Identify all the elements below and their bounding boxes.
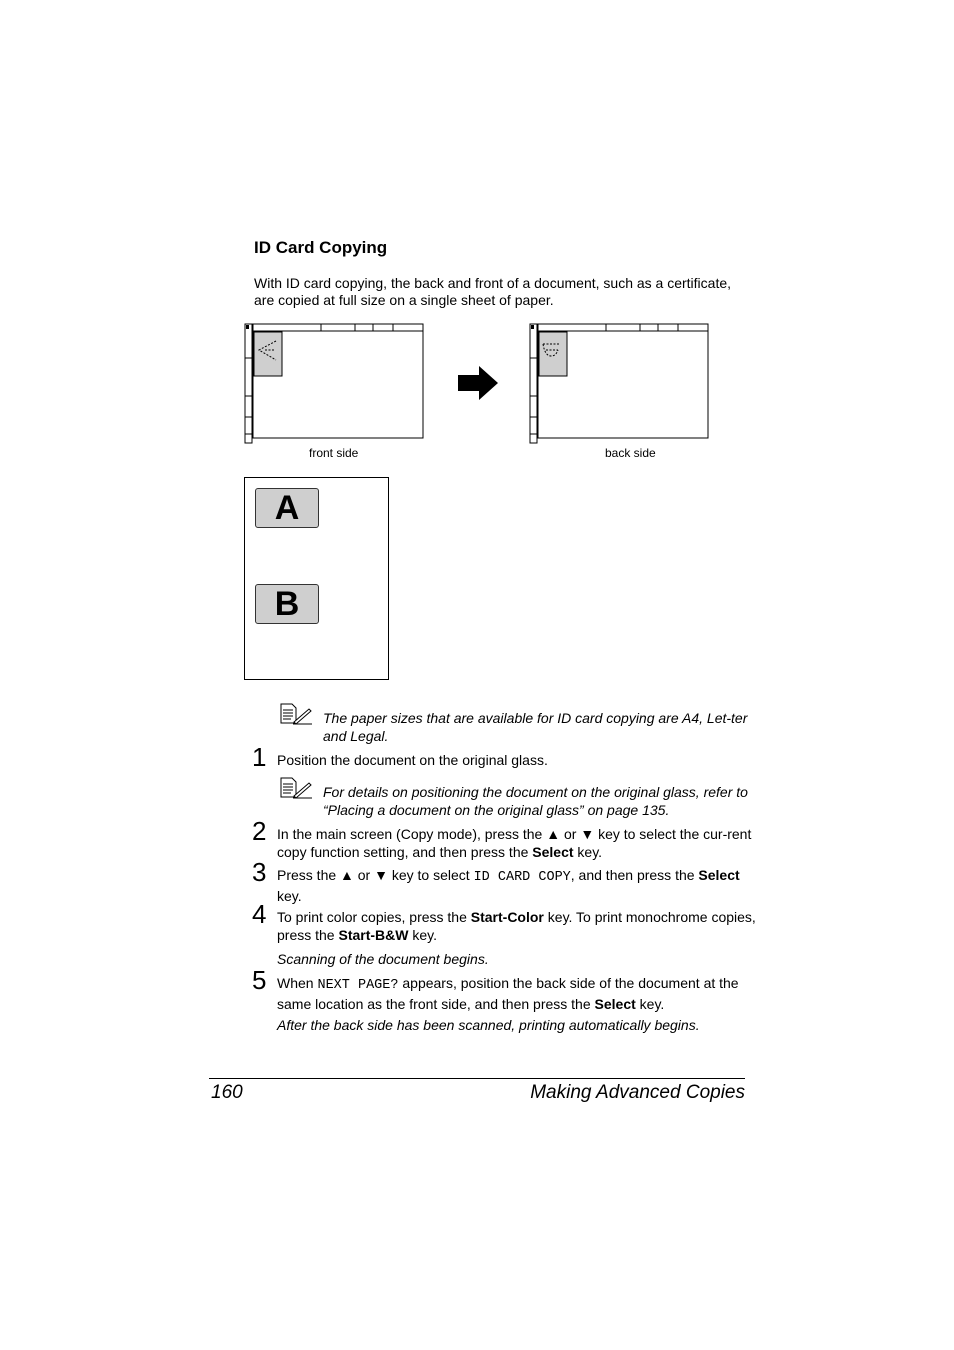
arrow-right-icon <box>457 365 499 401</box>
step-2-text: In the main screen (Copy mode), press the ▲ or ▼ key to select the cur-rent copy function setting, and then press the Select key. <box>277 826 752 860</box>
step-number: 4 <box>252 899 267 929</box>
step-number: 1 <box>252 742 267 772</box>
step-number: 3 <box>252 857 267 887</box>
note-icon <box>279 777 313 799</box>
footer-divider <box>209 1078 745 1079</box>
page-number: 160 <box>211 1082 243 1103</box>
step-4-result: Scanning of the document begins. <box>277 951 489 967</box>
card-b: B <box>255 584 319 624</box>
front-side-glass-illustration <box>243 322 427 446</box>
note-positioning-reference: For details on positioning the document on the original glass, refer to “Placing a document on the original glass” on page 135. <box>323 784 748 818</box>
step-5-text: When NEXT PAGE? appears, position the back side of the document at the same location as the front side, and then press the Select key. <box>277 975 739 1012</box>
step-5-result: After the back side has been scanned, printing automatically begins. <box>277 1017 700 1033</box>
intro-paragraph: With ID card copying, the back and front of a document, such as a certificate, are copied at full size on a single sheet of paper. <box>254 275 732 308</box>
note-paper-sizes: The paper sizes that are available for ID card copying are A4, Let-ter and Legal. <box>323 710 748 744</box>
card-a: A <box>255 488 319 528</box>
step-4-text: To print color copies, press the Start-Color key. To print monochrome copies, press the Start-B&W key. <box>277 909 756 943</box>
front-side-caption: front side <box>309 446 359 460</box>
step-1-text: Position the document on the original glass. <box>277 752 548 768</box>
back-side-caption: back side <box>605 446 656 460</box>
back-side-glass-illustration <box>528 322 712 446</box>
output-page-illustration <box>244 477 389 680</box>
section-title: ID Card Copying <box>254 238 388 257</box>
chapter-title: Making Advanced Copies <box>530 1082 745 1103</box>
note-icon <box>279 703 313 725</box>
step-3-text: Press the ▲ or ▼ key to select ID CARD COPY, and then press the Select key. <box>277 867 740 904</box>
step-number: 5 <box>252 965 267 995</box>
step-number: 2 <box>252 816 267 846</box>
